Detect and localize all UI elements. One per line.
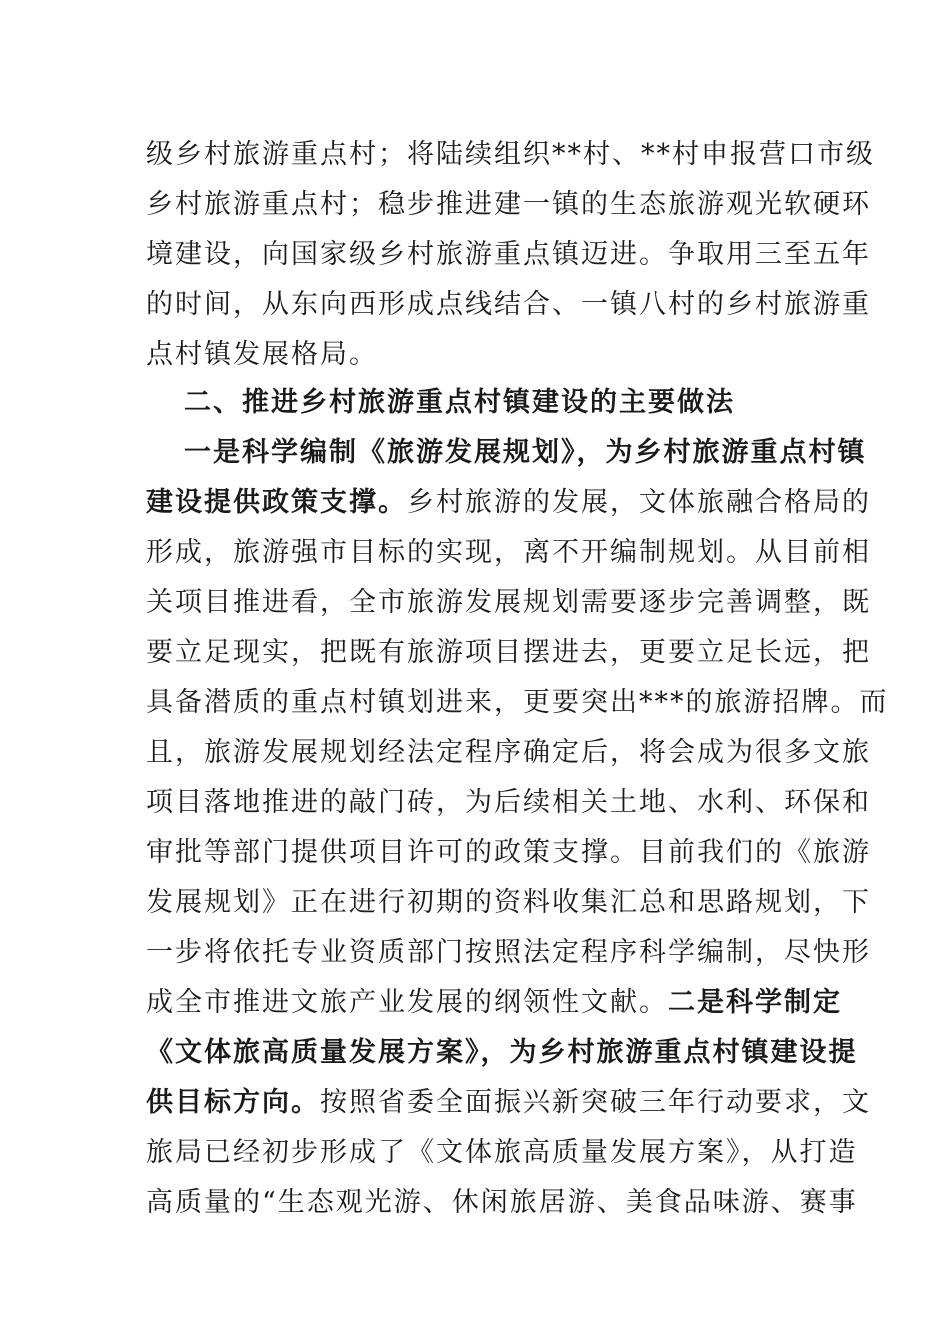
paragraph-line bbox=[146, 330, 806, 380]
text-segment: 点村镇发展格局。 bbox=[146, 339, 378, 370]
text-segment: 一步将依托专业资质部门按照法定程序科学编制，尽快形 bbox=[146, 937, 871, 968]
text-segment-bold: 二是科学制定 bbox=[668, 987, 842, 1018]
text-segment: 要立足现实，把既有旅游项目摆进去，更要立足长远，把 bbox=[146, 637, 871, 668]
text-segment: 形成，旅游强市目标的实现，离不开编制规划。从目前相 bbox=[146, 537, 871, 568]
paragraph-line bbox=[146, 478, 871, 528]
text-segment-bold: 供目标方向。 bbox=[146, 1087, 320, 1118]
text-segment: 乡村旅游重点村；稳步推进建一镇的生态旅游观光软硬环 bbox=[146, 189, 871, 220]
text-segment: 级乡村旅游重点村；将陆续组织**村、**村申报营口市级 bbox=[146, 139, 875, 170]
text-segment: 关项目推进看，全市旅游发展规划需要逐步完善调整，既 bbox=[146, 587, 871, 618]
text-segment: 项目落地推进的敲门砖，为后续相关土地、水利、环保和 bbox=[146, 787, 871, 818]
text-segment: 旅局已经初步形成了《文体旅高质量发展方案》，从打造 bbox=[146, 1137, 858, 1168]
paragraph-line bbox=[146, 1078, 871, 1128]
paragraph-line bbox=[146, 828, 871, 878]
paragraph-line bbox=[146, 578, 871, 628]
section-heading bbox=[184, 378, 844, 428]
text-segment-bold: 一是科学编制《旅游发展规划》，为乡村旅游重点村镇 bbox=[184, 437, 867, 468]
text-segment-bold: 《文体旅高质量发展方案》，为乡村旅游重点村镇建设提 bbox=[146, 1037, 858, 1068]
text-segment: 按照省委全面振兴新突破三年行动要求，文 bbox=[320, 1087, 871, 1118]
paragraph-line bbox=[146, 628, 871, 678]
paragraph-line bbox=[146, 230, 871, 280]
text-segment: 境建设，向国家级乡村旅游重点镇迈进。争取用三至五年 bbox=[146, 239, 871, 270]
text-segment: 的时间，从东向西形成点线结合、一镇八村的乡村旅游重 bbox=[146, 289, 871, 320]
text-segment: 审批等部门提供项目许可的政策支撑。目前我们的《旅游 bbox=[146, 837, 871, 868]
paragraph-line bbox=[184, 428, 867, 478]
paragraph-line bbox=[146, 180, 871, 230]
text-segment: 具备潜质的重点村镇划进来，更要突出***的旅游招牌。而 bbox=[146, 687, 889, 718]
text-segment: 成全市推进文旅产业发展的纲领性文献。 bbox=[146, 987, 668, 1018]
text-segment: 且，旅游发展规划经法定程序确定后，将会成为很多文旅 bbox=[146, 737, 871, 768]
paragraph-line bbox=[146, 130, 875, 180]
paragraph-line bbox=[146, 528, 871, 578]
paragraph-line bbox=[146, 778, 871, 828]
paragraph-line bbox=[146, 280, 871, 330]
paragraph-line bbox=[146, 1178, 858, 1228]
text-segment: 乡村旅游的发展，文体旅融合格局的 bbox=[407, 487, 871, 518]
text-segment: 发展规划》正在进行初期的资料收集汇总和思路规划，下 bbox=[146, 887, 871, 918]
paragraph-line bbox=[146, 678, 889, 728]
heading-text: 二、推进乡村旅游重点村镇建设的主要做法 bbox=[184, 387, 735, 418]
paragraph-line bbox=[146, 878, 871, 928]
paragraph-line bbox=[146, 1128, 858, 1178]
text-segment-bold: 建设提供政策支撑。 bbox=[146, 487, 407, 518]
paragraph-line bbox=[146, 978, 842, 1028]
text-segment: 高质量的“生态观光游、休闲旅居游、美食品味游、赛事 bbox=[146, 1187, 858, 1218]
paragraph-line bbox=[146, 1028, 858, 1078]
paragraph-line bbox=[146, 728, 871, 778]
paragraph-line bbox=[146, 928, 871, 978]
